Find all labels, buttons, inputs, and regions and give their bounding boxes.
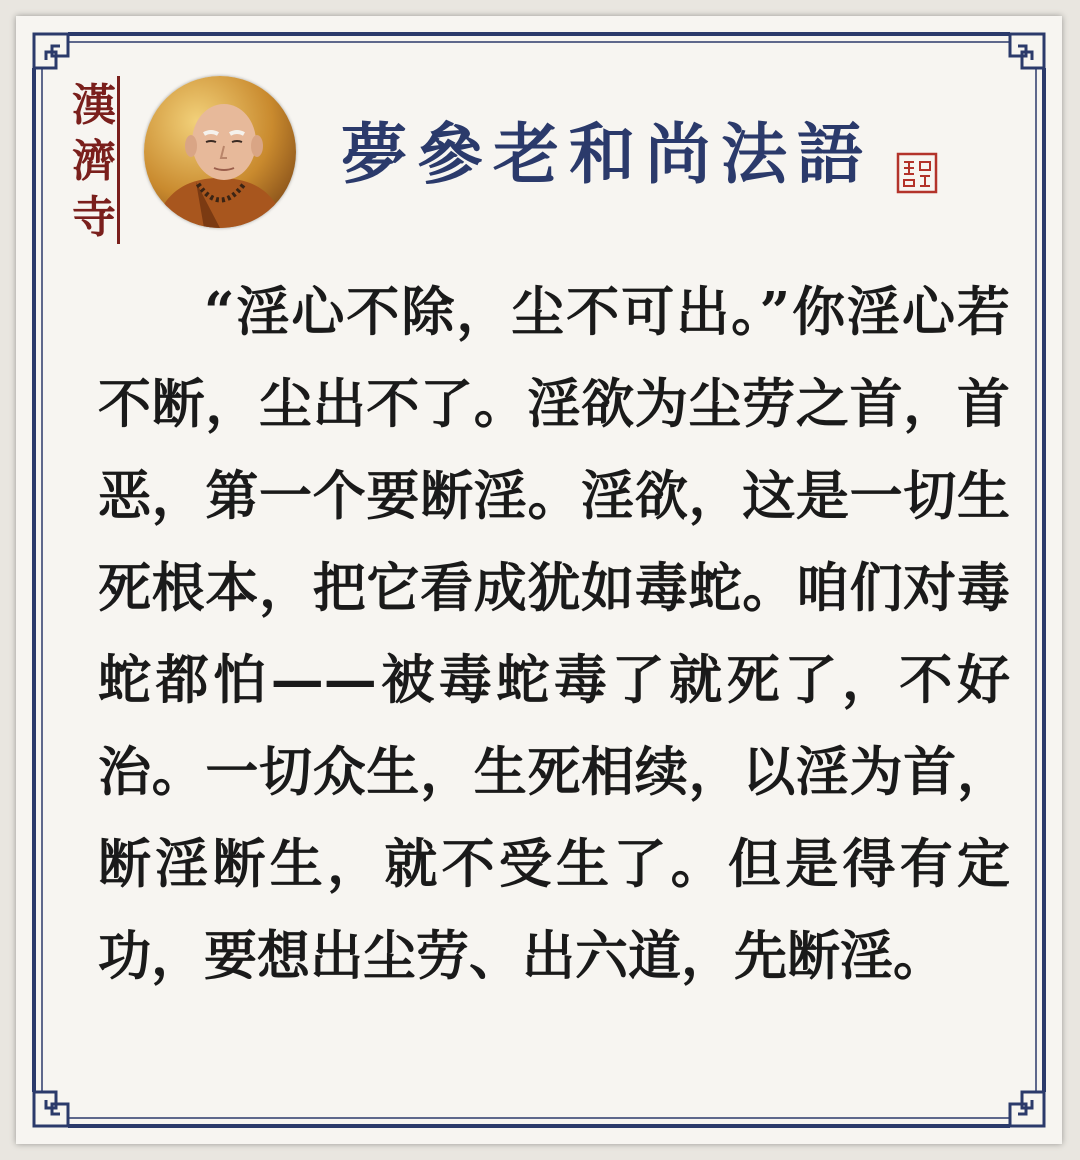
temple-char-2: 濟: [72, 136, 116, 187]
temple-char-1: 漢: [72, 80, 116, 131]
monk-portrait-icon: [144, 76, 296, 228]
temple-char-3: 寺: [72, 192, 116, 243]
dharma-teaching-text: “淫心不除，尘不可出。”你淫心若不断，尘出不了。淫欲为尘劳之首，首恶，第一个要断淫。淫欲，这是一切生死根本，把它看成犹如毒蛇。咱们对毒蛇都怕——被毒蛇毒了就死了，不好治。一切众生，生死相续，以淫为首，断淫断生，就不受生了。但是得有定功，要想出尘劳、出六道，先断淫。: [98, 281, 1010, 987]
temple-name-vertical: [64, 78, 124, 246]
red-seal-icon: [896, 152, 938, 194]
temple-divider-line: [117, 76, 120, 244]
poster-card: [16, 16, 1062, 1144]
page-title: 夢參老和尚法語: [341, 115, 873, 193]
